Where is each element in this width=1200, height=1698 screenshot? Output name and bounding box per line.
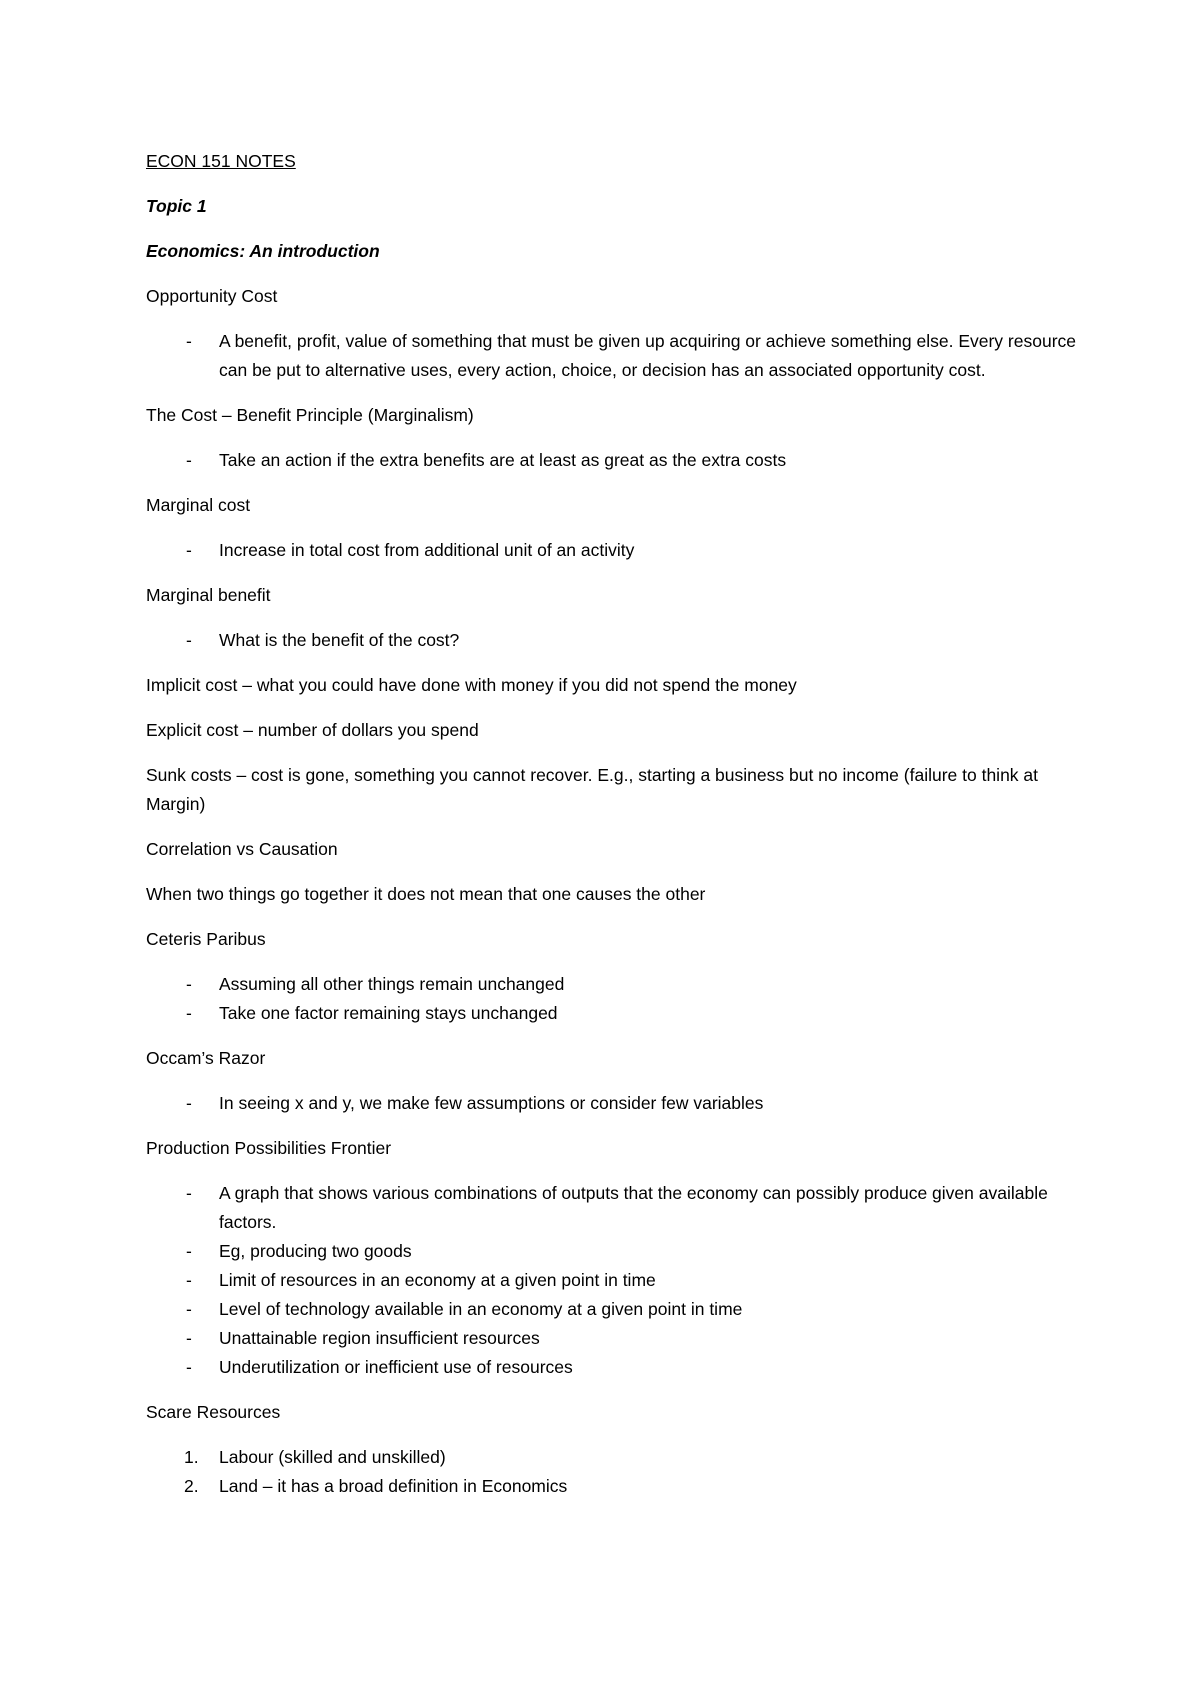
list-item-text: A graph that shows various combinations of outputs that the economy can possibly produce given available factors. <box>219 1183 1048 1232</box>
dash-marker: - <box>186 1328 192 1348</box>
list-item <box>146 327 1086 385</box>
dash-marker: - <box>186 450 192 470</box>
list-item <box>146 970 1086 999</box>
list-item-text: Take an action if the extra benefits are at least as great as the extra costs <box>219 450 787 470</box>
list-item-text: Assuming all other things remain unchanged <box>219 974 565 994</box>
cost-benefit-list <box>146 446 1086 475</box>
scarce-resources-heading: Scare Resources <box>146 1402 281 1422</box>
list-item-text: Limit of resources in an economy at a given point in time <box>219 1270 656 1290</box>
list-item <box>146 1324 1086 1353</box>
list-item <box>146 1443 1086 1472</box>
list-item-text: Labour (skilled and unskilled) <box>219 1447 446 1467</box>
list-item-text: Take one factor remaining stays unchanged <box>219 1003 558 1023</box>
list-item <box>146 1295 1086 1324</box>
list-item <box>146 1237 1086 1266</box>
number-marker: 1. <box>184 1447 199 1467</box>
document-body <box>146 147 1086 1517</box>
dash-marker: - <box>186 1299 192 1319</box>
list-item-text: Underutilization or inefficient use of resources <box>219 1357 573 1377</box>
dash-marker: - <box>186 1270 192 1290</box>
cost-benefit-heading: The Cost – Benefit Principle (Marginalism) <box>146 405 474 425</box>
dash-marker: - <box>186 1093 192 1113</box>
list-item-text: Land – it has a broad definition in Economics <box>219 1476 568 1496</box>
list-item <box>146 1179 1086 1237</box>
dash-marker: - <box>186 1003 192 1023</box>
topic-label: Topic 1 <box>146 196 207 216</box>
correlation-heading: Correlation vs Causation <box>146 839 338 859</box>
marginal-benefit-heading: Marginal benefit <box>146 585 271 605</box>
list-item <box>146 1353 1086 1382</box>
opportunity-cost-list <box>146 327 1086 385</box>
ceteris-paribus-heading: Ceteris Paribus <box>146 929 266 949</box>
dash-marker: - <box>186 540 192 560</box>
correlation-paragraph: When two things go together it does not mean that one causes the other <box>146 884 706 904</box>
list-item-text: Unattainable region insufficient resources <box>219 1328 540 1348</box>
list-item <box>146 1089 1086 1118</box>
dash-marker: - <box>186 331 192 351</box>
occams-razor-list <box>146 1089 1086 1118</box>
list-item <box>146 536 1086 565</box>
list-item <box>146 1266 1086 1295</box>
list-item <box>146 626 1086 655</box>
number-marker: 2. <box>184 1476 199 1496</box>
marginal-benefit-list <box>146 626 1086 655</box>
list-item <box>146 1472 1086 1501</box>
scarce-resources-list <box>146 1443 1086 1501</box>
list-item-text: What is the benefit of the cost? <box>219 630 460 650</box>
ceteris-paribus-list <box>146 970 1086 1028</box>
occams-razor-heading: Occam’s Razor <box>146 1048 266 1068</box>
dash-marker: - <box>186 1241 192 1261</box>
document-title: ECON 151 NOTES <box>146 151 296 171</box>
implicit-cost-paragraph: Implicit cost – what you could have done with money if you did not spend the money <box>146 675 797 695</box>
list-item-text: Increase in total cost from additional unit of an activity <box>219 540 635 560</box>
ppf-heading: Production Possibilities Frontier <box>146 1138 392 1158</box>
section-heading: Economics: An introduction <box>146 241 380 261</box>
dash-marker: - <box>186 1183 192 1203</box>
list-item-text: A benefit, profit, value of something that must be given up acquiring or achieve something else. Every resource can be put to alternative uses, every action, choice, or decision has an associated opportunity cost. <box>219 331 1077 380</box>
dash-marker: - <box>186 630 192 650</box>
marginal-cost-heading: Marginal cost <box>146 495 251 515</box>
list-item-text: In seeing x and y, we make few assumptions or consider few variables <box>219 1093 764 1113</box>
list-item-text: Eg, producing two goods <box>219 1241 412 1261</box>
dash-marker: - <box>186 1357 192 1377</box>
list-item <box>146 999 1086 1028</box>
dash-marker: - <box>186 974 192 994</box>
list-item-text: Level of technology available in an economy at a given point in time <box>219 1299 743 1319</box>
sunk-costs-paragraph: Sunk costs – cost is gone, something you cannot recover. E.g., starting a business but no income (failure to think at Margin) <box>146 765 1039 814</box>
opportunity-cost-heading: Opportunity Cost <box>146 286 278 306</box>
list-item <box>146 446 1086 475</box>
ppf-list <box>146 1179 1086 1382</box>
explicit-cost-paragraph: Explicit cost – number of dollars you spend <box>146 720 479 740</box>
marginal-cost-list <box>146 536 1086 565</box>
